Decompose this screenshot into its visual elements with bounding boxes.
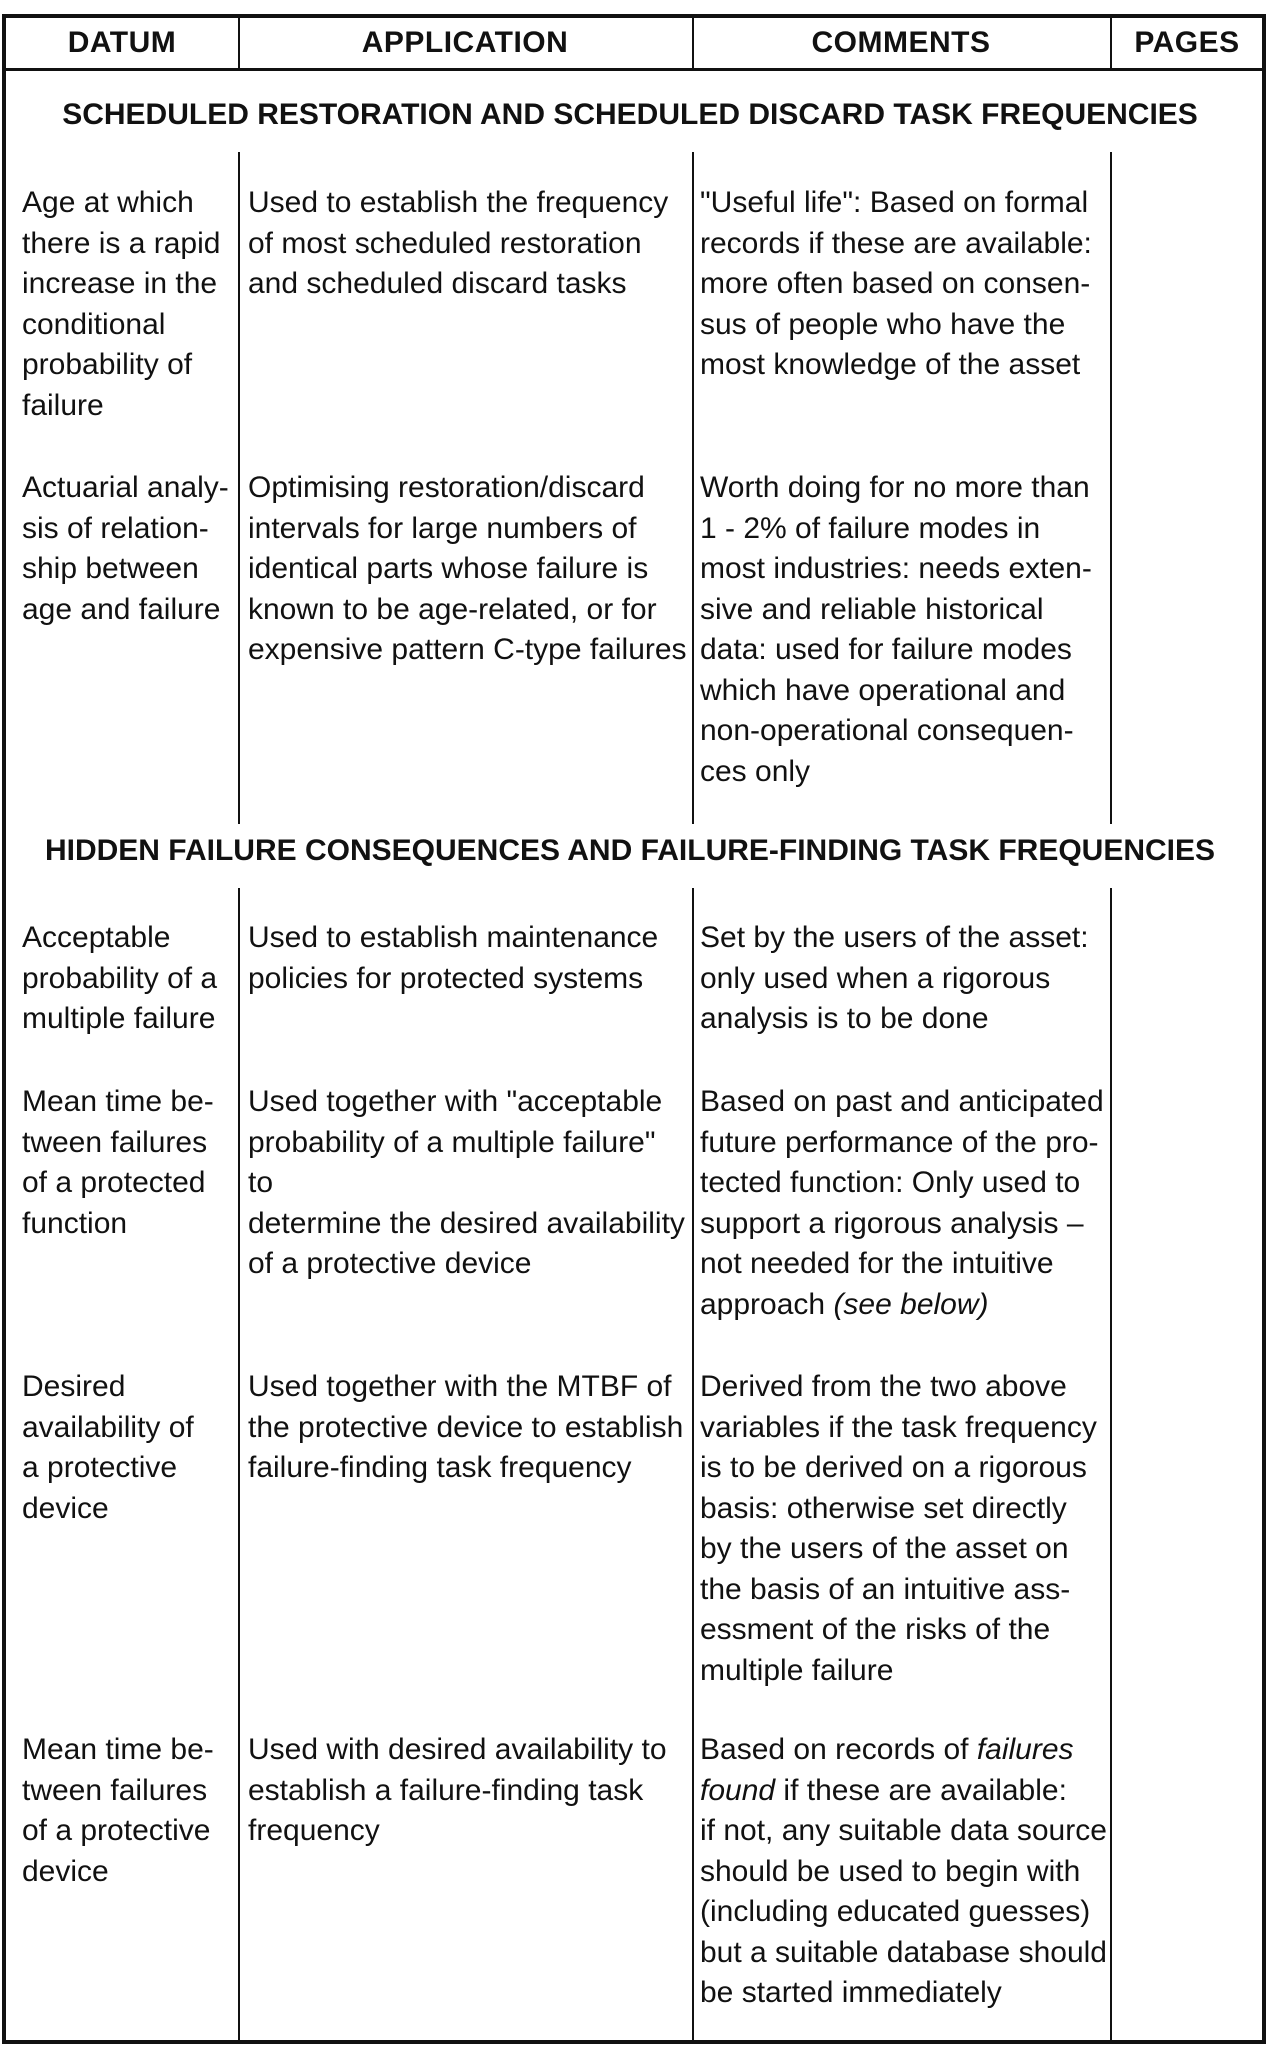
row-datum: Actuarial analy- sis of relation- ship between age and failure [22, 471, 229, 626]
see-below-note: (see below) [833, 1287, 989, 1321]
header-datum: DATUM [67, 26, 177, 59]
row-comments: Worth doing for no more than 1 - 2% of failure modes in most industries: needs exten- sive and reliable historical data: used for failure modes which have operational and non-operational consequen- ces only [700, 471, 1092, 788]
header-col-divider-2 [692, 16, 694, 70]
col-divider-2-sec2 [692, 888, 694, 2040]
section-title-restoration: SCHEDULED RESTORATION AND SCHEDULED DISCARD TASK FREQUENCIES [62, 98, 1198, 131]
row-comments: Set by the users of the asset: only used when a rigorous analysis is to be done [700, 921, 1089, 1035]
row-datum: Mean time be- tween failures of a protected function [22, 1085, 214, 1240]
header-divider [4, 68, 1264, 71]
row-datum: Desired availability of a protective device [22, 1370, 194, 1525]
section-title-hidden-failure: HIDDEN FAILURE CONSEQUENCES AND FAILURE-FINDING TASK FREQUENCIES [44, 834, 1216, 867]
row-datum: Mean time be- tween failures of a protective device [22, 1733, 214, 1888]
header-col-divider-3 [1110, 16, 1112, 70]
row-application: Used to establish maintenance policies for protected systems [248, 921, 659, 995]
row-application: Used with desired availability to establish a failure-finding task frequency [248, 1733, 667, 1847]
row-application: Used together with the MTBF of the protective device to establish failure-finding task frequency [248, 1370, 684, 1484]
row-datum: Acceptable probability of a multiple failure [22, 921, 218, 1035]
row-comments [700, 1730, 1110, 2014]
row-comments: Derived from the two above variables if the task frequency is to be derived on a rigorous basis: otherwise set directly by the users of the asset on the basis of an intuitive ass- essment of the risks of the multiple failure [700, 1370, 1097, 1687]
comments-text: Based on records of [700, 1733, 977, 1766]
comments-emphasis: failures found [700, 1733, 1074, 1807]
col-divider-2-sec1 [692, 152, 694, 824]
col-divider-3-sec1 [1110, 152, 1112, 824]
col-divider-3-sec2 [1110, 888, 1112, 2040]
header-pages: PAGES [1134, 26, 1240, 59]
comments-text: if these are available: if not, any suitable data source should be used to begin with (including educated guesses) but a suitable database should be started immediately [700, 1773, 1107, 2009]
header-application: APPLICATION [361, 26, 569, 59]
row-comments: "Useful life": Based on formal records if these are available: more often based on consen- sus of people who have the most knowledge of the asset [700, 186, 1092, 381]
header-col-divider-1 [238, 16, 240, 70]
row-datum: Age at which there is a rapid increase in the conditional probability of failure [22, 186, 221, 422]
row-application: Optimising restoration/discard intervals for large numbers of identical parts whose failure is known to be age-related, or for expensive pattern C-type failures [248, 471, 687, 666]
row-application: Used together with "acceptable probability of a multiple failure" to determine the desired availability of a protective device [248, 1085, 685, 1280]
row-application: Used to establish the frequency of most scheduled restoration and scheduled discard tasks [248, 186, 669, 300]
row-comments [700, 1082, 1110, 1325]
header-comments: COMMENTS [811, 26, 991, 59]
comments-text: Based on past and anticipated future performance of the pro- tected function: Only used to support a rigorous analysis – not needed for the intuitive approach [700, 1085, 1104, 1321]
